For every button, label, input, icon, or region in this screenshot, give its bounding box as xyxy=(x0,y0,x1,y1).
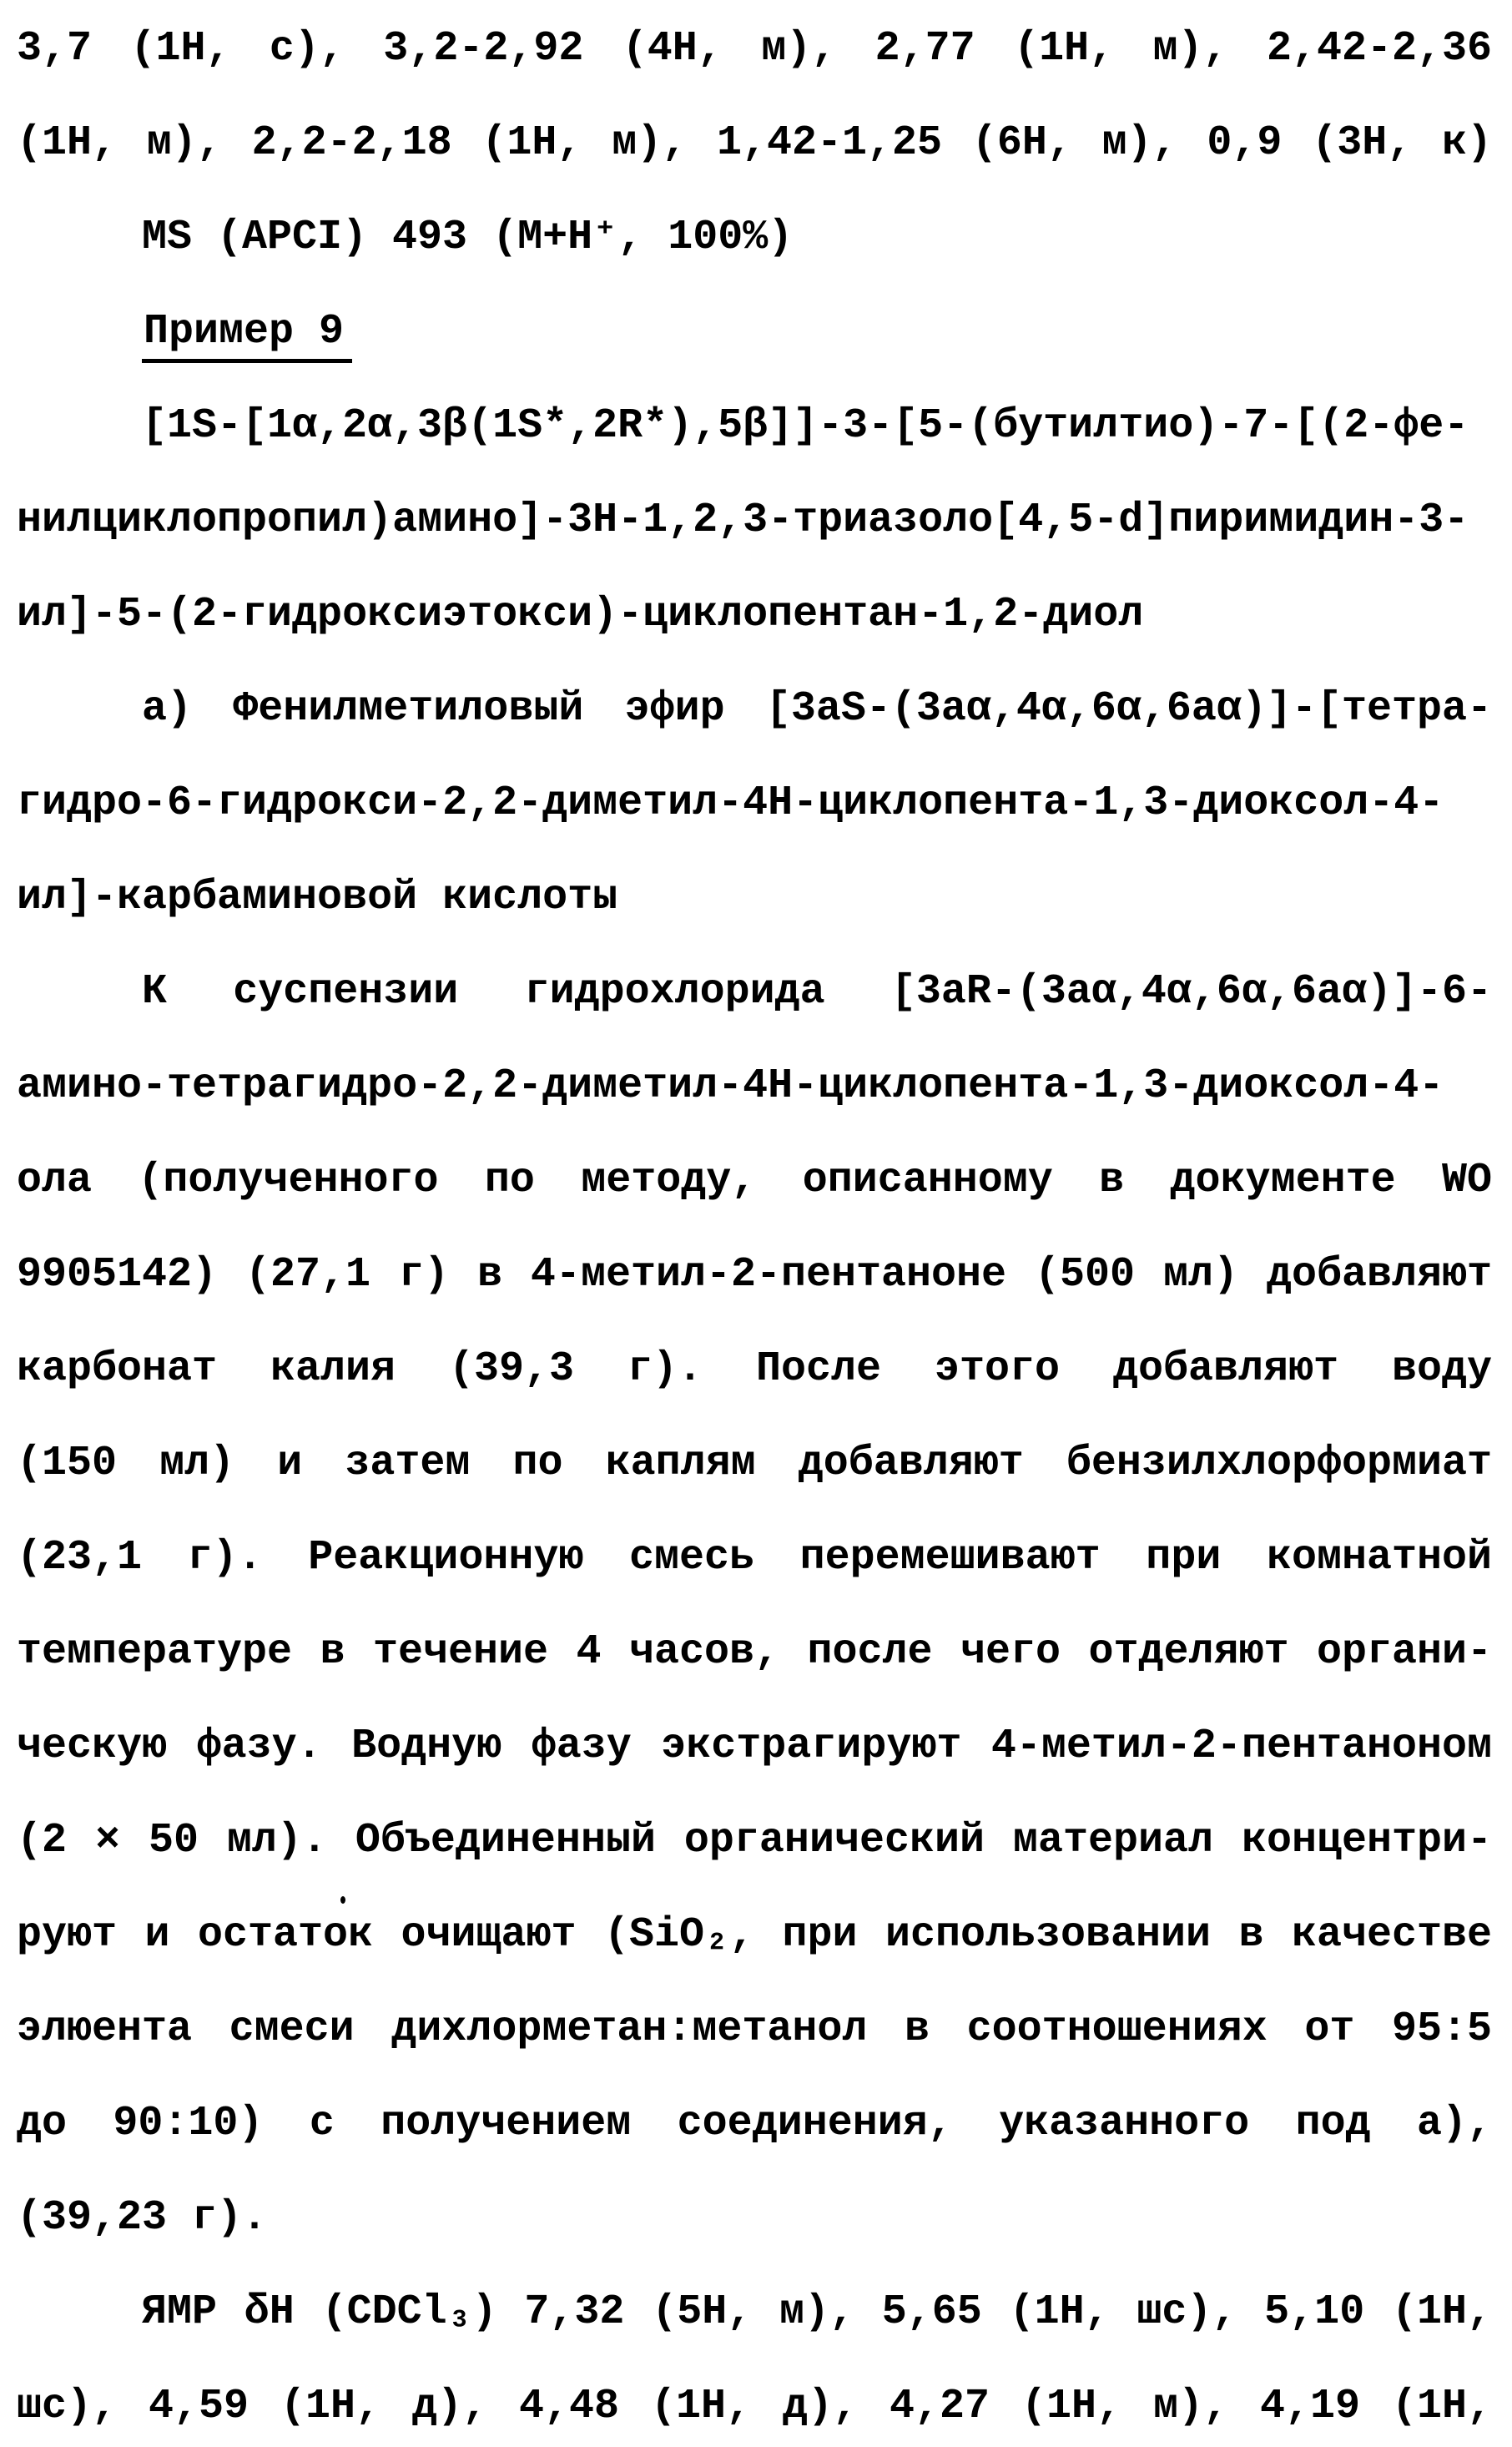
compound-name-line-2: нилциклопропил)амино]-3Н-1,2,3-триазоло[4,5-d]пиримидин-3- xyxy=(17,497,1469,544)
ink-speck xyxy=(340,1896,345,1904)
compound-name-line-3: ил]-5-(2-гидроксиэтокси)-циклопентан-1,2-диол xyxy=(17,591,1144,638)
step-a-title-line-3: ил]-карбаминовой кислоты xyxy=(17,874,618,921)
procedure-line-3: ола (полученного по методу, описанному в документе WO xyxy=(17,1157,1492,1204)
example-9-heading-text: Пример 9 xyxy=(142,308,352,363)
step-a-nmr-line-2: шс), 4,59 (1Н, д), 4,48 (1Н, д), 4,27 (1Н, м), 4,19 (1Н, xyxy=(17,2383,1492,2430)
ms-apci-line: MS (APCI) 493 (M+H⁺, 100%) xyxy=(142,214,794,261)
procedure-line-12: элюента смеси дихлорметан:метанол в соотношениях от 95:5 xyxy=(17,2006,1492,2053)
procedure-line-5: карбонат калия (39,3 г). После этого добавляют воду xyxy=(17,1345,1492,1393)
procedure-line-4: 9905142) (27,1 г) в 4-метил-2-пентаноне (500 мл) добавляют xyxy=(17,1251,1492,1299)
procedure-line-1: К суспензии гидрохлорида [3aR-(3aα,4α,6α,6aα)]-6- xyxy=(142,968,1492,1016)
procedure-line-8: температуре в течение 4 часов, после чего отделяют органи- xyxy=(17,1628,1492,1676)
procedure-line-6: (150 мл) и затем по каплям добавляют бензилхлорформиат xyxy=(17,1440,1492,1487)
procedure-line-2: амино-тетрагидро-2,2-диметил-4Н-циклопента-1,3-диоксол-4- xyxy=(17,1062,1444,1110)
procedure-yield-line: (39,23 г). xyxy=(17,2194,268,2242)
step-a-title-line-2: гидро-6-гидрокси-2,2-диметил-4Н-циклопента-1,3-диоксол-4- xyxy=(17,780,1444,827)
procedure-line-13: до 90:10) с получением соединения, указанного под а), xyxy=(17,2100,1492,2147)
procedure-line-11: руют и остаток очищают (SiO₂, при использовании в качестве xyxy=(17,1911,1492,1959)
procedure-line-7: (23,1 г). Реакционную смесь перемешивают при комнатной xyxy=(17,1534,1492,1582)
compound-name-line-1: [1S-[1α,2α,3β(1S*,2R*),5β]]-3-[5-(бутилтио)-7-[(2-фе- xyxy=(142,402,1469,450)
step-a-nmr-line-1: ЯМР δН (CDCl₃) 7,32 (5Н, м), 5,65 (1Н, шс), 5,10 (1Н, xyxy=(142,2288,1492,2336)
nmr-peaks-line-2: (1Н, м), 2,2-2,18 (1Н, м), 1,42-1,25 (6Н, м), 0,9 (3Н, к) xyxy=(17,119,1492,167)
example-9-heading-line xyxy=(17,285,1492,379)
step-a-title-line-1: а) Фенилметиловый эфир [3aS-(3aα,4α,6α,6aα)]-[тетра- xyxy=(142,685,1492,733)
procedure-line-9: ческую фазу. Водную фазу экстрагируют 4-метил-2-пентаноном xyxy=(17,1723,1492,1770)
nmr-peaks-line-1: 3,7 (1Н, с), 3,2-2,92 (4Н, м), 2,77 (1Н, м), 2,42-2,36 xyxy=(17,25,1492,73)
procedure-line-10: (2 × 50 мл). Объединенный органический материал концентри- xyxy=(17,1817,1492,1864)
